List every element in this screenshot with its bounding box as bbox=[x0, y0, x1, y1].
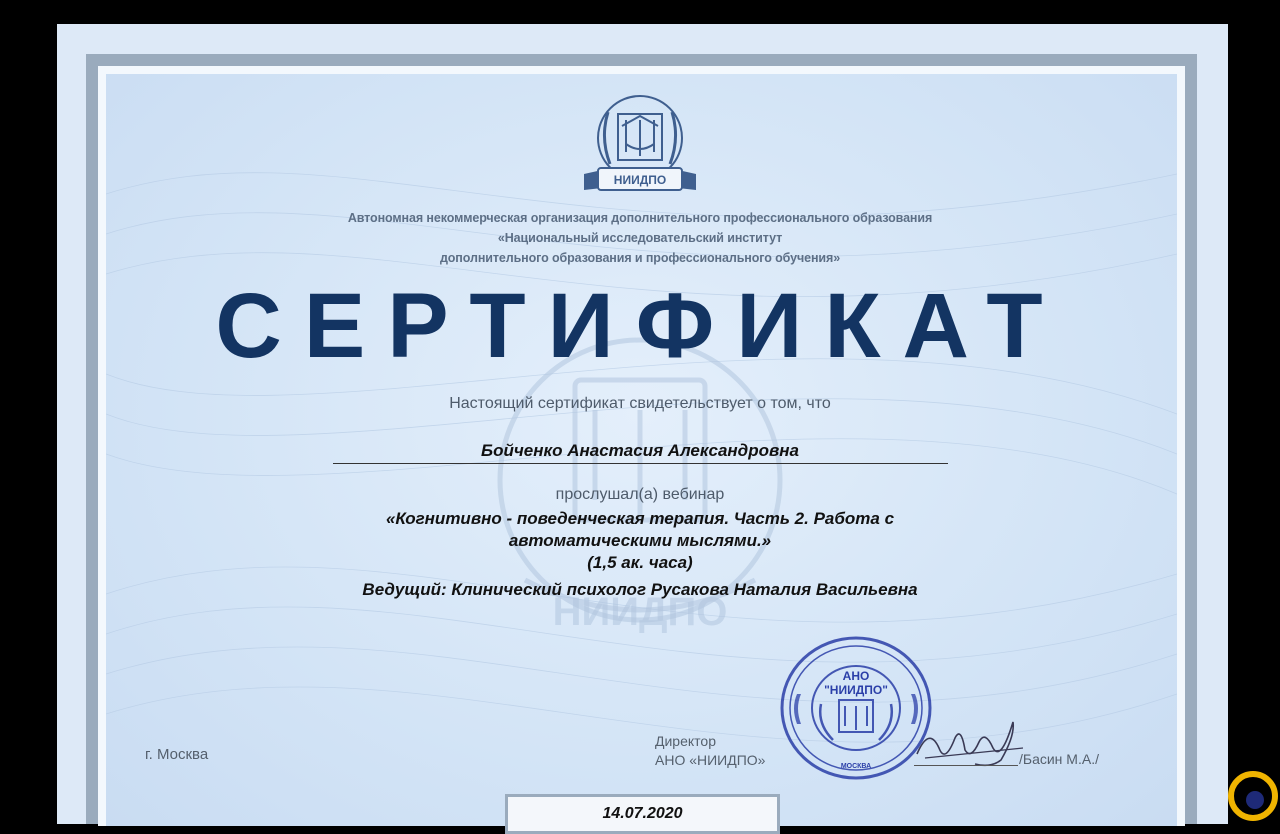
org-name-line2: «Национальный исследовательский институт bbox=[497, 231, 783, 245]
name-underline bbox=[333, 463, 948, 464]
stamp-line2: "НИИДПО" bbox=[824, 683, 888, 697]
webinar-title-line1: «Когнитивно - поведенческая терапия. Часть 2. Работа с bbox=[385, 509, 895, 528]
director-org: АНО «НИИДПО» bbox=[655, 752, 766, 768]
recipient-name: Бойченко Анастасия Александровна bbox=[481, 441, 799, 460]
director-title: Директор bbox=[655, 733, 716, 749]
logo-banner-text: НИИДПО bbox=[613, 173, 667, 187]
webinar-hours: (1,5 ак. часа) bbox=[587, 553, 693, 572]
watermark-logo-text: НИИДПО bbox=[552, 590, 728, 634]
stamp-city: МОСКВА bbox=[840, 763, 872, 770]
webinar-title-line2: автоматическими мыслями.» bbox=[508, 531, 772, 550]
org-name-line3: дополнительного образования и профессионального обучения» bbox=[439, 251, 841, 265]
director-block bbox=[655, 732, 765, 770]
listened-text: прослушал(а) вебинар bbox=[555, 486, 725, 503]
issue-date: 14.07.2020 bbox=[602, 805, 683, 822]
institute-logo-icon bbox=[578, 92, 702, 198]
stamp-line1: АНО bbox=[842, 669, 870, 683]
director-signature-icon bbox=[905, 708, 1030, 772]
attest-text: Настоящий сертификат свидетельствует о том, что bbox=[449, 395, 831, 412]
certificate-title: СЕРТИФИКАТ bbox=[215, 275, 1065, 377]
site-logo-icon[interactable] bbox=[1226, 768, 1280, 824]
city-label: г. Москва bbox=[145, 746, 209, 763]
webinar-host: Ведущий: Клинический психолог Русакова Наталия Васильевна bbox=[362, 580, 918, 599]
org-name-line1: Автономная некоммерческая организация дополнительного профессионального образования bbox=[347, 211, 933, 225]
signature-line bbox=[914, 765, 1018, 766]
signatory-name: /Басин М.А./ bbox=[1019, 751, 1099, 767]
